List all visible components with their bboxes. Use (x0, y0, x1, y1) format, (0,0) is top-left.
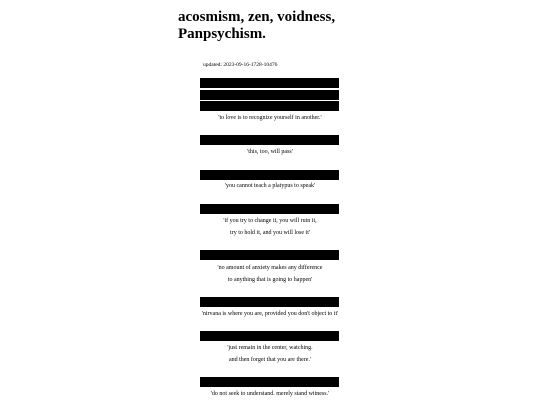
quote-line: 'do not seek to understand. merely stand witness.' (210, 391, 330, 397)
quote-line: 'if you try to change it, you will ruin it, (223, 218, 317, 224)
quote-line: to anything that is going to happen' (227, 277, 313, 283)
quote-line: 'nirvana is where you are, provided you don't object to it' (201, 311, 339, 317)
redacted-block (200, 90, 339, 100)
quote-text (170, 146, 370, 158)
quote-line: and then forget that you are there.' (228, 357, 312, 363)
page-title (178, 9, 358, 43)
quote-text (170, 180, 370, 192)
redacted-block (200, 250, 339, 260)
quote-line: 'to love is to recognize yourself in another.' (218, 115, 322, 121)
redacted-block (200, 204, 339, 214)
redacted-block (200, 101, 339, 111)
quote-text (170, 308, 370, 320)
quote-line: 'this, too, will pass' (247, 149, 293, 155)
redacted-block (200, 331, 339, 341)
title-line-2: Panpsychism. (178, 26, 266, 42)
redacted-block (200, 135, 339, 145)
redacted-block (200, 377, 339, 387)
quote-text (170, 262, 370, 286)
redacted-block (200, 297, 339, 307)
quote-line: 'no amount of anxiety makes any difference (217, 265, 323, 271)
updated-timestamp: updated: 2023-09-16-1728-10476 (203, 62, 278, 68)
quote-text (170, 215, 370, 239)
quote-line: try to hold it, and you will lose it' (230, 230, 310, 236)
redacted-block (200, 170, 339, 180)
title-line-1: acosmism, zen, voidness, (178, 9, 336, 25)
quote-text (170, 112, 370, 124)
quote-text (170, 388, 370, 400)
quote-line: 'you cannot teach a platypus to speak' (224, 183, 316, 189)
quote-line: 'just remain in the center, watching. (227, 345, 313, 351)
quote-text (170, 342, 370, 366)
redacted-block (200, 78, 339, 88)
